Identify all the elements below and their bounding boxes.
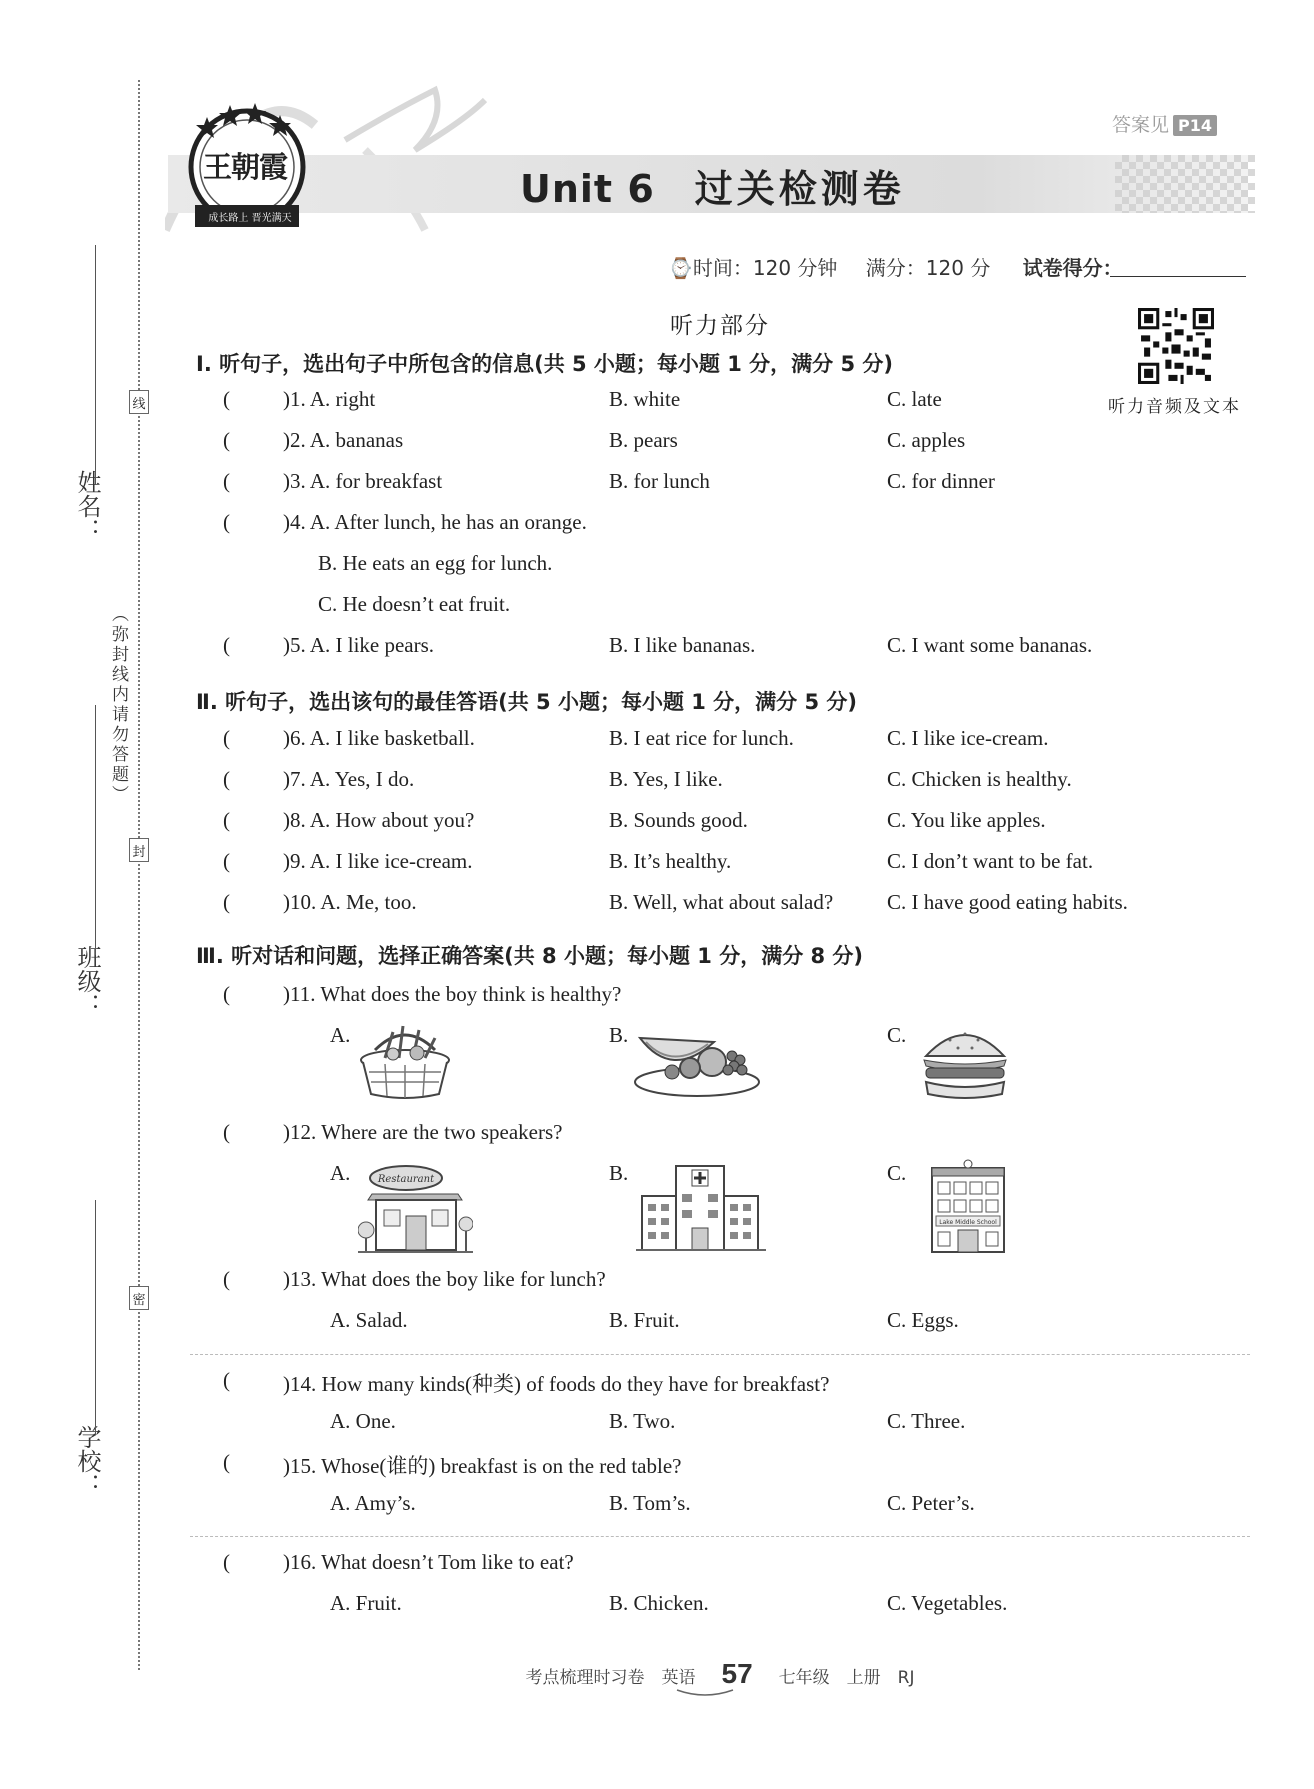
q13-option-c: C. Eggs. [887, 1308, 959, 1332]
q9-option-c: C. I don’t want to be fat. [887, 849, 1094, 873]
hamburger-image[interactable] [920, 1020, 1010, 1102]
answer-blank-2[interactable]: ( [223, 428, 230, 452]
part-3-heading: Ⅲ. 听对话和问题，选择正确答案(共 8 小题；每小题 1 分，满分 8 分) [196, 944, 864, 968]
q2-option-a: )2. A. bananas [283, 428, 404, 452]
name-field-line[interactable] [95, 245, 96, 485]
q15-option-b: B. Tom’s. [609, 1491, 691, 1515]
q16-option-c: C. Vegetables. [887, 1591, 1008, 1615]
answer-blank-6[interactable]: ( [223, 726, 230, 750]
hospital-image[interactable] [636, 1158, 766, 1258]
q7-option-a: )7. A. Yes, I do. [283, 767, 415, 791]
school-image[interactable] [928, 1158, 1008, 1258]
school-sign-text: Lake Middle School [939, 1219, 997, 1226]
footer-book-title: 考点梳理时习卷 英语 [525, 1668, 696, 1688]
page-number-swash [675, 1688, 735, 1698]
checker-pattern [1115, 155, 1255, 213]
time-info: ⌚时间：120 分钟 [668, 256, 838, 280]
full-score-info: 满分：120 分 [865, 256, 991, 280]
answer-blank-13[interactable]: ( [223, 1267, 230, 1291]
q7-option-b: B. Yes, I like. [609, 767, 723, 791]
answer-blank-11[interactable]: ( [223, 982, 230, 1006]
answer-ref-label: 答案见 [1112, 114, 1170, 136]
seal-notice: （弥封线内请勿答题） [108, 605, 128, 805]
q12-label-b: B. [609, 1161, 629, 1185]
answer-blank-14[interactable]: ( [223, 1368, 230, 1392]
class-label: 班级： [73, 945, 101, 1017]
score-input-line[interactable] [1110, 276, 1246, 277]
dialog-separator-1 [190, 1354, 1250, 1355]
q9-option-b: B. It’s healthy. [609, 849, 732, 873]
answer-blank-8[interactable]: ( [223, 808, 230, 832]
q16-option-b: B. Chicken. [609, 1591, 709, 1615]
vegetable-basket-image[interactable] [355, 1020, 455, 1102]
page-title [520, 158, 905, 213]
q15-stem: )15. Whose(谁的) breakfast is on the red table? [283, 1454, 682, 1478]
q11-label-a: A. [330, 1023, 351, 1047]
q1-option-a: )1. A. right [283, 387, 376, 411]
q2-option-c: C. apples [887, 428, 966, 452]
q12-label-c: C. [887, 1161, 907, 1185]
q4-option-b: B. He eats an egg for lunch. [318, 551, 553, 575]
page-footer [0, 1658, 1314, 1690]
answer-blank-5[interactable]: ( [223, 633, 230, 657]
q13-option-a: A. Salad. [330, 1308, 408, 1332]
q9-option-a: )9. A. I like ice-cream. [283, 849, 473, 873]
seal-mark-line: 线 [129, 390, 149, 414]
q8-option-c: C. You like apples. [887, 808, 1046, 832]
q11-stem: )11. What does the boy think is healthy? [283, 982, 622, 1006]
seal-mark-secret: 密 [129, 1286, 149, 1310]
q15-option-a: A. Amy’s. [330, 1491, 416, 1515]
q2-option-b: B. pears [609, 428, 678, 452]
class-field-line[interactable] [95, 705, 96, 955]
q3-option-a: )3. A. for breakfast [283, 469, 443, 493]
q12-label-a: A. [330, 1161, 351, 1185]
seal-mark-seal: 封 [129, 838, 149, 862]
exam-info [668, 252, 1123, 281]
name-label: 姓名： [73, 470, 101, 542]
answer-blank-4[interactable]: ( [223, 510, 230, 534]
q1-option-b: B. white [609, 387, 681, 411]
answer-reference [1112, 110, 1217, 137]
q4-option-a: )4. A. After lunch, he has an orange. [283, 510, 587, 534]
answer-blank-7[interactable]: ( [223, 767, 230, 791]
q5-option-c: C. I want some bananas. [887, 633, 1093, 657]
q11-label-b: B. [609, 1023, 629, 1047]
page-number: 57 [721, 1658, 753, 1689]
section-heading: 听力部分 [670, 313, 770, 339]
answer-blank-15[interactable]: ( [223, 1450, 230, 1474]
q8-option-b: B. Sounds good. [609, 808, 748, 832]
answer-blank-16[interactable]: ( [223, 1550, 230, 1574]
q7-option-c: C. Chicken is healthy. [887, 767, 1072, 791]
q8-option-a: )8. A. How about you? [283, 808, 475, 832]
q3-option-b: B. for lunch [609, 469, 710, 493]
q10-option-b: B. Well, what about salad? [609, 890, 834, 914]
q6-option-b: B. I eat rice for lunch. [609, 726, 794, 750]
fruit-plate-image[interactable] [632, 1020, 762, 1102]
answer-blank-10[interactable]: ( [223, 890, 230, 914]
q14-option-c: C. Three. [887, 1409, 966, 1433]
logo-motto: 成长路上 晋光满天 [208, 213, 292, 224]
answer-blank-9[interactable]: ( [223, 849, 230, 873]
restaurant-image[interactable] [358, 1160, 473, 1260]
q14-stem: )14. How many kinds(种类) of foods do they have for breakfast? [283, 1372, 830, 1396]
q11-label-c: C. [887, 1023, 907, 1047]
unit-label: Unit 6 [520, 167, 655, 211]
score-label: 试卷得分： [1022, 256, 1123, 280]
q15-option-c: C. Peter’s. [887, 1491, 975, 1515]
answer-blank-1[interactable]: ( [223, 387, 230, 411]
q6-option-a: )6. A. I like basketball. [283, 726, 475, 750]
q13-stem: )13. What does the boy like for lunch? [283, 1267, 606, 1291]
q13-option-b: B. Fruit. [609, 1308, 680, 1332]
q4-option-c: C. He doesn’t eat fruit. [318, 592, 511, 616]
q14-option-b: B. Two. [609, 1409, 676, 1433]
restaurant-sign-text: Restaurant [377, 1174, 435, 1185]
answer-page-badge: P14 [1173, 115, 1217, 136]
q14-option-a: A. One. [330, 1409, 396, 1433]
part-1-heading: Ⅰ. 听句子，选出句子中所包含的信息(共 5 小题；每小题 1 分，满分 5 分) [196, 352, 893, 376]
q12-stem: )12. Where are the two speakers? [283, 1120, 563, 1144]
part-2-heading: Ⅱ. 听句子，选出该句的最佳答语(共 5 小题；每小题 1 分，满分 5 分) [196, 690, 858, 714]
title-cn: 过关检测卷 [694, 167, 905, 211]
dialog-separator-2 [190, 1536, 1250, 1537]
logo-text: 王朝霞 [203, 150, 288, 184]
q6-option-c: C. I like ice-cream. [887, 726, 1049, 750]
footer-grade: 七年级 上册 RJ [778, 1668, 915, 1688]
q5-option-b: B. I like bananas. [609, 633, 756, 657]
answer-blank-12[interactable]: ( [223, 1120, 230, 1144]
q10-option-c: C. I have good eating habits. [887, 890, 1128, 914]
answer-blank-3[interactable]: ( [223, 469, 230, 493]
q3-option-c: C. for dinner [887, 469, 995, 493]
school-label: 学校： [73, 1425, 101, 1497]
qr-caption: 听力音频及文本 [1108, 397, 1241, 417]
q16-stem: )16. What doesn’t Tom like to eat? [283, 1550, 574, 1574]
q1-option-c: C. late [887, 387, 942, 411]
q5-option-a: )5. A. I like pears. [283, 633, 435, 657]
q16-option-a: A. Fruit. [330, 1591, 402, 1615]
school-field-line[interactable] [95, 1200, 96, 1435]
q10-option-a: )10. A. Me, too. [283, 890, 417, 914]
